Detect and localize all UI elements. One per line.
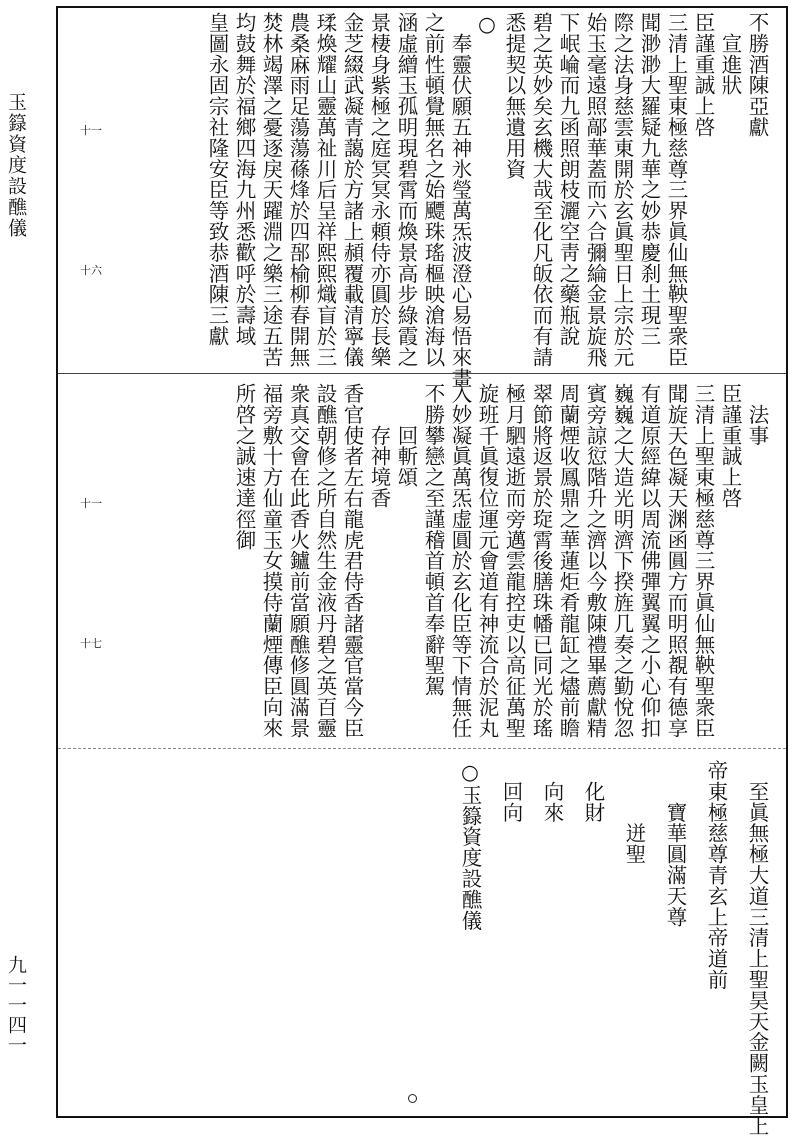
panel1-column: 際之法身慈雲東開於玄眞聖日上宗於元 xyxy=(610,12,634,368)
panel3-column: 至眞無極大道三清上聖昊天金闕玉皇上 xyxy=(745,760,769,1136)
panel1-column: 金芝綴武凝青藹於方諸上頳覆載清寧儀 xyxy=(340,12,364,368)
panel-1-page-mark-1: 十一 xyxy=(80,124,102,137)
panel2-column: 入妙凝眞萬炁虚圓於玄化臣等下情無任 xyxy=(448,383,472,739)
panel3-column: ○玉籙資度設醮儀 xyxy=(458,760,482,931)
panel2-column: 極月駟遠逝而旁邁雲龍控吏以高征萬聖 xyxy=(502,383,526,739)
panel1-column: 景棲身紫極之庭冥冥永頼侍亦圓於長樂 xyxy=(367,12,391,368)
panel2-column: 聞旋天色凝天渊函圓方而明照覩有德享 xyxy=(664,383,688,739)
panel1-column: 三清上聖東極慈尊三界眞仙無鞅聖衆臣 xyxy=(664,12,688,368)
panel1-column: 不勝酒陳亞獻 xyxy=(745,12,769,138)
panel-2 xyxy=(70,383,770,743)
panel2-column: 旋班千眞復位運元會道有神流合於泥丸 xyxy=(475,383,499,739)
panel-2-columns xyxy=(230,383,770,743)
panel2-column: 有道原經緯以周流佛彈翼翼之小心仰扣 xyxy=(637,383,661,739)
panel-2-page-mark-1: 十一 xyxy=(80,497,102,510)
panel1-column: 奉靈伏願五神氷瑩萬炁波澄心易悟來畫 xyxy=(448,12,472,389)
panel2-column: 三清上聖東極慈尊三界眞仙無鞅聖衆臣 xyxy=(691,383,715,739)
panel2-column: 回斬頌 xyxy=(394,383,418,488)
panel-2-page-mark-2: 十七 xyxy=(80,637,102,650)
panel1-column: 下岷崘而九函照朗枝灑空靑之藥瓶說 xyxy=(556,12,580,347)
panel1-column: 悉提契以無遺用資 xyxy=(502,12,526,180)
panel3-column: 回向 xyxy=(499,760,523,823)
panel1-column: 聞渺渺大羅疑九華之妙恭慶刹土現三 xyxy=(637,12,661,347)
panel1-column: 之前性頓覺無名之始飃珠瑤樞映滄海以 xyxy=(421,12,445,368)
panel2-column: 香官使者左右龍虎君侍香諸靈官當今臣 xyxy=(340,383,364,739)
panel2-column: 法事 xyxy=(745,383,769,446)
margin-page-number: 九一一四一 xyxy=(5,955,27,1055)
panel3-column: 帝東極慈尊青玄上帝道前 xyxy=(704,760,728,990)
panel1-column: 涵虛繒玉孤明現碧霄而煥景高步綠霞之 xyxy=(394,12,418,368)
panel-3-columns xyxy=(456,760,770,1136)
panel1-column: 皇圖永固宗社隆安臣等致恭酒陳三獻 xyxy=(205,12,229,347)
panel3-column: 向來 xyxy=(540,760,564,823)
panel3-column: 化財 xyxy=(581,760,605,823)
panel1-column: 臣謹重誠上啓 xyxy=(691,12,715,138)
panel2-column: 臣謹重誠上啓 xyxy=(718,383,742,509)
panel2-column: 周蘭煙收鳳鼎之華蓮炬肴龍缸之燼前瞻 xyxy=(556,383,580,739)
panel2-column: 翠節將返景於琁霄後膳珠幡已同光於瑤 xyxy=(529,383,553,739)
panel2-column: 所啓之誠速達徑御 xyxy=(232,383,256,551)
panel2-column: 設醮朝修之所自然生金液丹碧之英百靈 xyxy=(313,383,337,739)
panel3-column: 寶華圓滿天尊 xyxy=(663,760,687,928)
panel2-column: 衆真交會在此香火鑪前當願醮修圓滿景 xyxy=(286,383,310,739)
panel1-column: 瑈煥耀山靈萬祉川后呈祥熙熙熾盲於三 xyxy=(313,12,337,368)
panel1-column: ○ xyxy=(475,12,499,37)
panel-3 xyxy=(70,760,770,1136)
panel1-column: 始玉毫遠照鄗華蓋而六合彌綸金景旋飛 xyxy=(583,12,607,368)
panel2-column: 不勝攀戀之至謹稽首頓首奉辭聖駕 xyxy=(421,383,445,697)
panel-1 xyxy=(70,12,770,389)
panel-divider-upper xyxy=(58,373,786,374)
panel1-column: 均鼓舞於福鄉四海九州悉歡呼於壽域 xyxy=(232,12,256,347)
panel1-column: 農桑麻雨足蕩蕩蓧烽於四郚榆柳春開無 xyxy=(286,12,310,368)
panel2-column: 巍巍之大造光明濟下揆旌几奏之勤悅忽 xyxy=(610,383,634,739)
panel-divider-lower xyxy=(58,748,786,749)
panel-1-page-mark-2: 十六 xyxy=(80,264,102,277)
panel1-column: 焚林竭澤之憂逐戾天躍淵之樂三途五苦 xyxy=(259,12,283,368)
panel2-column: 福旁敷十方仙童玉女摸侍蘭煙傳臣向來 xyxy=(259,383,283,739)
panel2-column: 賓旁諒愆階升之濟以今敷陳禮畢薦獻精 xyxy=(583,383,607,739)
circle-mark-bottom xyxy=(408,1094,417,1103)
panel1-column: 碧之英妙矣玄機大哉至化凡皈依而有請 xyxy=(529,12,553,368)
panel-1-columns xyxy=(203,12,770,389)
margin-book-title: 玉籙資度設醮儀 xyxy=(5,92,27,239)
panel3-column: 迸聖 xyxy=(622,760,646,865)
panel1-column: 宣進狀 xyxy=(718,12,742,96)
panel2-column: 存神境香 xyxy=(367,383,391,509)
